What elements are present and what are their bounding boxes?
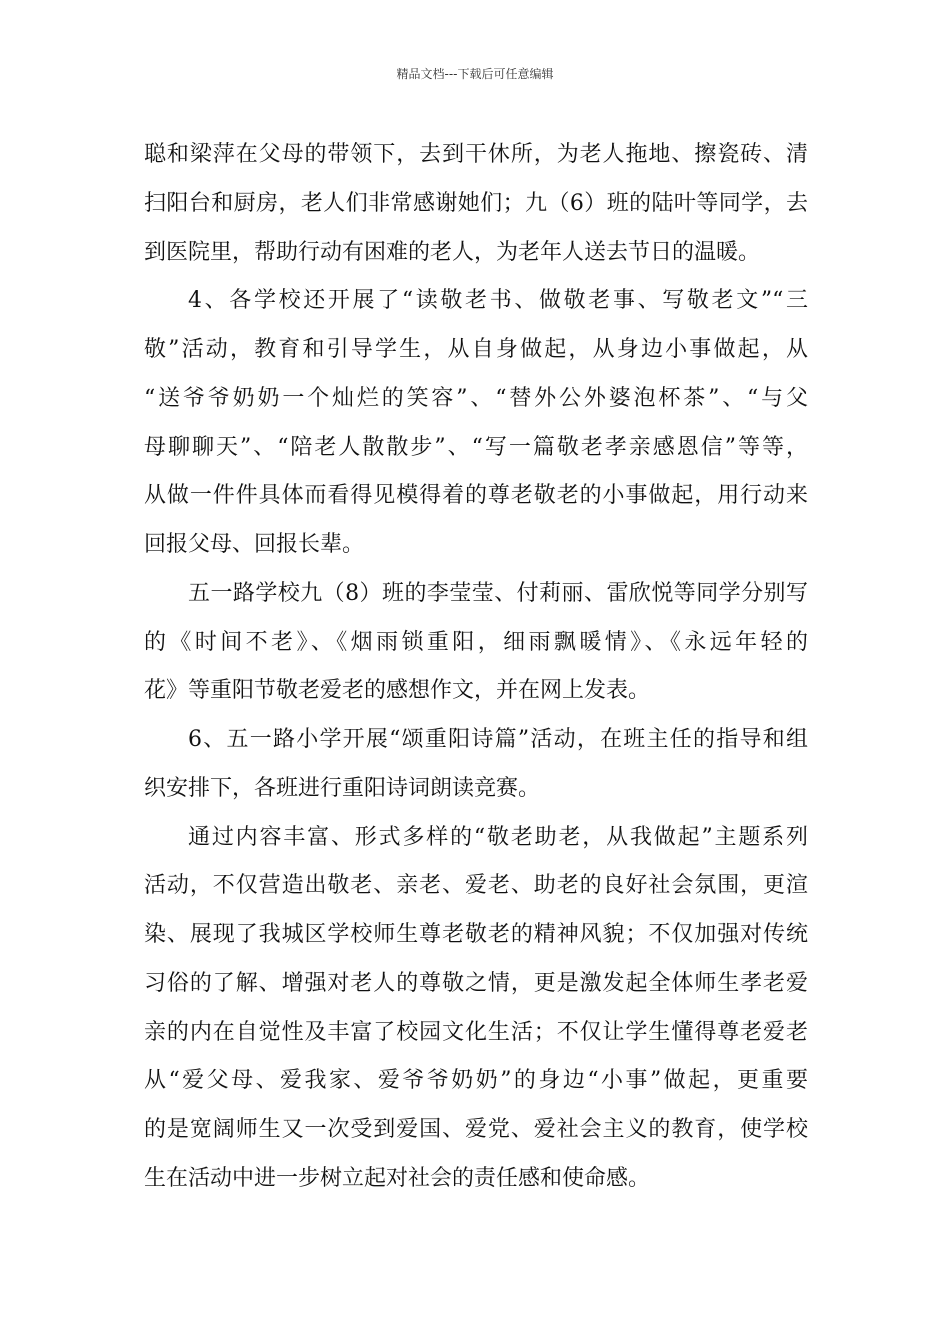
- text-line: 染、展现了我城区学校师生尊老敬老的精神风貌；不仅加强对传统: [144, 922, 808, 947]
- text-line: 的《时间不老》、《烟雨锁重阳，细雨飘暖情》、《永远年轻的: [144, 629, 808, 655]
- text-line: 母聊聊天”、“陪老人散散步”、“写一篇敬老孝亲感恩信”等等，: [144, 434, 808, 460]
- text-line: 习俗的了解、增强对老人的尊敬之情，更是激发起全体师生孝老爱: [144, 970, 808, 996]
- text-line: 花》等重阳节敬老爱老的感想作文，并在网上发表。: [144, 678, 651, 704]
- text-line: 的是宽阔师生又一次受到爱国、爱党、爱社会主义的教育，使学校: [144, 1117, 808, 1142]
- paragraph: [144, 131, 808, 277]
- text-line: 从“爱父母、爱我家、爱爷爷奶奶”的身边“小事”做起，更重要: [144, 1068, 808, 1094]
- text-line: 从做一件件具体而看得见模得着的尊老敬老的小事做起，用行动来: [144, 483, 808, 509]
- text-line: 亲的内在自觉性及丰富了校园文化生活；不仅让学生懂得尊老爱老: [144, 1019, 808, 1045]
- paragraph: [144, 716, 808, 814]
- text-line: 活动，不仅营造出敬老、亲老、爱老、助老的良好社会氛围，更渲: [144, 873, 808, 899]
- text-line: 4、各学校还开展了“读敬老书、做敬老事、写敬老文”“三: [188, 288, 808, 314]
- text-line: 织安排下，各班进行重阳诗词朗读竞赛。: [144, 775, 541, 801]
- text-line: 聪和梁萍在父母的带领下，去到干休所，为老人拖地、擦瓷砖、清: [144, 142, 808, 167]
- text-line: 扫阳台和厨房，老人们非常感谢她们；九（6）班的陆叶等同学，去: [144, 190, 808, 216]
- text-line: 通过内容丰富、形式多样的“敬老助老，从我做起”主题系列: [188, 824, 808, 850]
- page-header: 精品文档---下载后可任意编辑: [396, 67, 554, 81]
- paragraph: [144, 814, 808, 1204]
- text-line: 敬”活动，教育和引导学生，从自身做起，从身边小事做起，从: [144, 337, 808, 362]
- text-line: “送爷爷奶奶一个灿烂的笑容”、“替外公外婆泡杯茶”、“与父: [144, 385, 808, 411]
- paragraph: [144, 570, 808, 716]
- text-line: 6、五一路小学开展“颂重阳诗篇”活动，在班主任的指导和组: [188, 727, 808, 752]
- document-body: [144, 131, 808, 1204]
- text-line: 回报父母、回报长辈。: [144, 532, 365, 557]
- text-line: 生在活动中进一步树立起对社会的责任感和使命感。: [144, 1165, 651, 1191]
- text-line: 到医院里，帮助行动有困难的老人，为老年人送去节日的温暖。: [144, 239, 761, 265]
- text-line: 五一路学校九（8）班的李莹莹、付莉丽、雷欣悦等同学分别写: [188, 580, 808, 606]
- paragraph: [144, 277, 808, 570]
